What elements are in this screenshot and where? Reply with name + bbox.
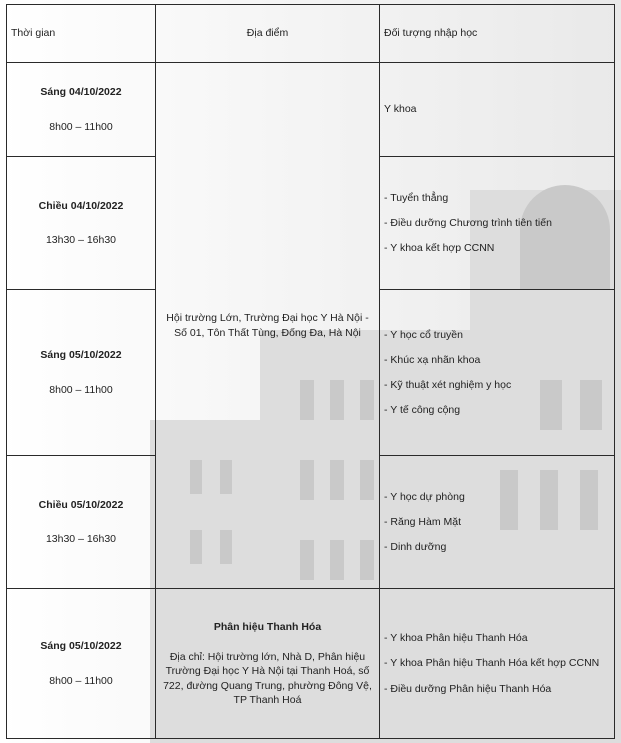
audience-item: - Kỹ thuật xét nghiệm y học [384, 379, 512, 391]
audience-item: Y khoa [384, 103, 417, 116]
header-location: Địa điểm [156, 5, 380, 63]
session-date: Chiều 05/10/2022 [38, 498, 124, 511]
session-hours: 13h30 – 16h30 [45, 533, 117, 545]
audience-item: - Y khoa Phân hiệu Thanh Hóa [384, 632, 528, 645]
audience-item: - Dinh dưỡng [384, 541, 447, 554]
audience-item: - Điều dưỡng Chương trình tiên tiến [384, 216, 552, 229]
session-hours: 8h00 – 11h00 [49, 383, 113, 396]
audience-cell [380, 290, 615, 456]
session-date: Sáng 04/10/2022 [40, 86, 122, 99]
location-cell-branch [156, 589, 380, 739]
table-row [7, 63, 615, 157]
time-cell [7, 456, 156, 589]
branch-name: Phân hiệu Thanh Hóa [213, 621, 322, 634]
audience-item: - Răng Hàm Mặt [384, 515, 462, 528]
audience-item: - Y học dự phòng [384, 490, 465, 503]
location-main: Hội trường Lớn, Trường Đại học Y Hà Nội - Số 01, Tôn Thất Tùng, Đống Đa, Hà Nội [166, 312, 369, 339]
time-cell [7, 290, 156, 456]
session-date: Chiều 04/10/2022 [38, 199, 124, 212]
session-date: Sáng 05/10/2022 [40, 640, 122, 653]
audience-cell [380, 589, 615, 739]
audience-item: - Y khoa Phân hiệu Thanh Hóa kết hợp CCNN [384, 657, 600, 670]
audience-item: - Y tế công cộng [384, 404, 461, 417]
admission-schedule-table [6, 4, 615, 739]
audience-item: - Y khoa kết hợp CCNN [384, 242, 495, 255]
time-cell [7, 589, 156, 739]
header-time: Thời gian [7, 5, 156, 63]
location-cell-main [156, 63, 380, 589]
time-cell [7, 157, 156, 290]
branch-address: Địa chỉ: Hội trường lớn, Nhà D, Phân hiệu Trường Đại học Y Hà Nội tại Thanh Hoá, số 722, đường Quang Trung, phường Đông Vệ, TP Thanh Hoá [163, 651, 372, 706]
audience-cell [380, 456, 615, 589]
audience-item: - Khúc xạ nhãn khoa [384, 353, 481, 366]
table-header-row [7, 5, 615, 63]
audience-cell [380, 157, 615, 290]
audience-item: - Điều dưỡng Phân hiệu Thanh Hóa [384, 682, 552, 695]
session-hours: 8h00 – 11h00 [49, 674, 113, 687]
audience-item: - Y học cổ truyền [384, 328, 463, 341]
time-cell [7, 63, 156, 157]
audience-item: - Tuyển thẳng [384, 191, 449, 204]
table-row [7, 589, 615, 739]
audience-cell [380, 63, 615, 157]
session-hours: 8h00 – 11h00 [49, 120, 113, 133]
session-hours: 13h30 – 16h30 [45, 234, 117, 246]
session-date: Sáng 05/10/2022 [40, 349, 122, 362]
header-audience: Đối tượng nhập học [380, 5, 615, 63]
